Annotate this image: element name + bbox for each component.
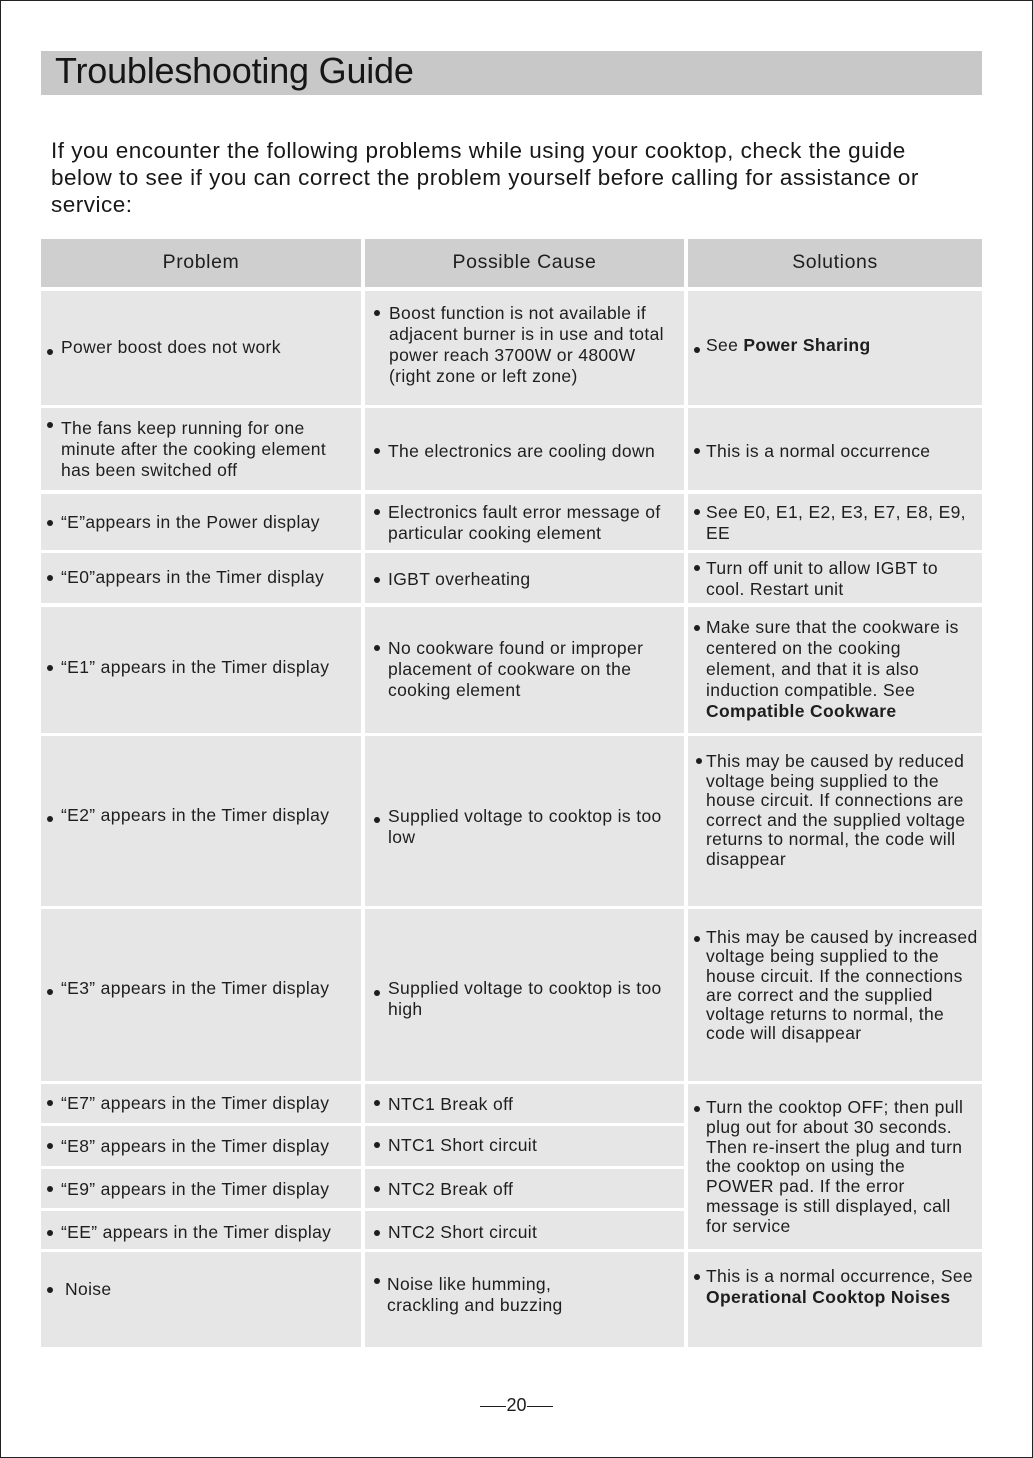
row-fans-cause [365, 408, 684, 490]
solution-body: Make sure that the cookware is centered on the cooking element, and that it is also induction compatible. See [706, 617, 959, 700]
problem-text: Power boost does not work [61, 337, 281, 357]
problem-text: “E0”appears in the Timer display [61, 567, 325, 587]
header-problem [41, 239, 361, 287]
cause-text: No cookware found or improper placement of cookware on the cooking element [388, 638, 644, 700]
header-solutions-label: Solutions [792, 251, 878, 273]
cause-text: NTC1 Break off [388, 1094, 514, 1114]
row-noise-problem [41, 1252, 361, 1347]
cause-text: Electronics fault error message of particular cooking element [388, 502, 661, 543]
dash-left [480, 1406, 506, 1408]
row-power-boost-problem [41, 291, 361, 405]
solution-body: This is a normal occurrence, See [706, 1266, 974, 1286]
solution-text: See E0, E1, E2, E3, E7, E8, E9, EE [706, 502, 966, 543]
cause-text: NTC2 Break off [388, 1179, 514, 1199]
header-solutions [688, 239, 982, 287]
shared-solution-e7-ee [688, 1084, 982, 1249]
solution-text: Turn off unit to allow IGBT to cool. Restart unit [706, 558, 938, 599]
problem-text: “E9” appears in the Timer display [61, 1179, 330, 1199]
solution-text [706, 335, 976, 356]
cause-text: Supplied voltage to cooktop is too high [388, 978, 662, 1019]
row-e3-solution [688, 909, 982, 1081]
intro-paragraph: If you encounter the following problems while using your cooktop, check the guide below to see if you can correct the problem yourself before calling for assistance or service: [51, 138, 919, 217]
problem-text: “EE” appears in the Timer display [61, 1222, 332, 1242]
solution-text: This may be caused by increased voltage being supplied to the house circuit. If the connections are correct and the supplied voltage returns to normal, the code will disappear [706, 927, 978, 1044]
row-e1-solution [688, 607, 982, 733]
row-power-boost-solution [688, 291, 982, 405]
header-possible-cause [365, 239, 684, 287]
solution-text: Turn the cooktop OFF; then pull plug out for about 30 seconds. Then re-insert the plug and turn the cooktop on using the POWER pad. If the error message is still displayed, call for service [706, 1097, 964, 1236]
row-fans-solution [688, 408, 982, 490]
page-number: 20 [506, 1395, 527, 1415]
row-e2-solution [688, 736, 982, 906]
problem-text: The fans keep running for one minute after the cooking element has been switched off [61, 418, 327, 480]
row-e2-problem [41, 736, 361, 906]
page-title: Troubleshooting Guide [55, 50, 414, 91]
problem-text: “E1” appears in the Timer display [61, 657, 330, 677]
cause-text: The electronics are cooling down [388, 441, 656, 461]
row-e-power-problem [41, 494, 361, 550]
row-e3-cause [365, 909, 684, 1081]
problem-text: “E2” appears in the Timer display [61, 805, 330, 825]
row-e9-problem [41, 1169, 361, 1208]
problem-text: “E”appears in the Power display [61, 512, 320, 532]
row-e1-problem [41, 607, 361, 733]
header-problem-label: Problem [162, 251, 240, 273]
solution-text [706, 617, 968, 722]
row-fans-problem [41, 408, 361, 490]
page-number-footer [1, 1395, 1032, 1416]
row-ee-cause [365, 1211, 684, 1249]
cause-text: NTC1 Short circuit [388, 1135, 538, 1155]
header-cause-label: Possible Cause [452, 251, 597, 273]
row-e2-cause [365, 736, 684, 906]
row-e-power-solution [688, 494, 982, 550]
power-sharing-reference: Power Sharing [743, 335, 871, 355]
row-noise-solution [688, 1252, 982, 1347]
title-bar [41, 51, 982, 95]
cause-text: Supplied voltage to cooktop is too low [388, 806, 662, 847]
row-e3-problem [41, 909, 361, 1081]
row-ee-problem [41, 1211, 361, 1249]
solution-see-prefix: See [706, 335, 744, 355]
row-e0-solution [688, 553, 982, 603]
problem-text: Noise [65, 1279, 112, 1299]
row-e0-cause [365, 553, 684, 603]
solution-text [706, 1266, 978, 1308]
row-e1-cause [365, 607, 684, 733]
problem-text: “E8” appears in the Timer display [61, 1136, 330, 1156]
solution-text: This may be caused by reduced voltage being supplied to the house circuit. If connections are correct and the supplied voltage returns to normal, the code will disappear [706, 751, 966, 869]
row-e7-problem [41, 1084, 361, 1123]
row-e8-problem [41, 1126, 361, 1166]
row-e8-cause [365, 1126, 684, 1166]
row-power-boost-cause [365, 291, 684, 405]
cause-text: IGBT overheating [388, 569, 531, 589]
cause-text: Boost function is not available if adjacent burner is in use and total power reach 3700W or 4800W (right zone or left zone) [389, 303, 664, 386]
cause-text: Noise like humming, crackling and buzzing [387, 1274, 563, 1315]
problem-text: “E7” appears in the Timer display [61, 1093, 330, 1113]
solution-text: This is a normal occurrence [706, 441, 931, 461]
compatible-cookware-reference: Compatible Cookware [706, 701, 897, 721]
problem-text: “E3” appears in the Timer display [61, 978, 330, 998]
dash-right [527, 1406, 553, 1408]
cause-text: NTC2 Short circuit [388, 1222, 538, 1242]
row-e0-problem [41, 553, 361, 603]
row-noise-cause [365, 1252, 684, 1347]
row-e7-cause [365, 1084, 684, 1123]
operational-noises-reference: Operational Cooktop Noises [706, 1287, 951, 1307]
row-e9-cause [365, 1169, 684, 1208]
row-e-power-cause [365, 494, 684, 550]
